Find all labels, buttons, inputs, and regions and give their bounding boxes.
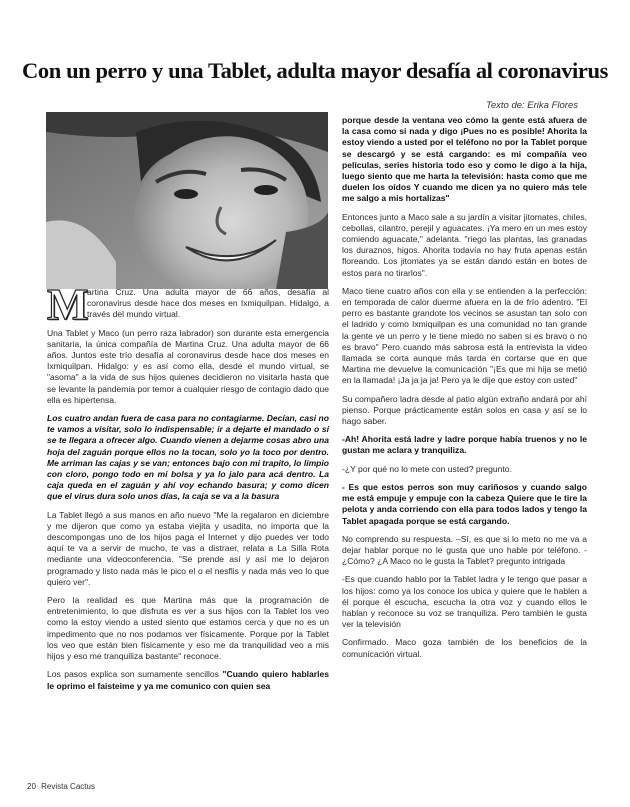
paragraph: Confirmado. Maco goza también de los beneficios de la comunicación virtual. [342,637,587,659]
paragraph: No comprendo su respuesta. –Sí, es que si lo meto no me va a dejar hablar porque no le gusta que uno hable por teléfono. - ¿Cómo? ¿A Maco no le gusta la Tablet? pregunto intrigada [342,533,587,567]
article-photo [46,112,328,289]
quote-paragraph: -Ah! Ahorita está ladre y ladre porque había truenos y no le gustan me aclara y tranquiliza. [342,434,587,456]
paragraph-quote: "Cuando quiero hablarles le oprimo el faisteime y ya me comunico con quien sea [47,669,329,691]
left-column [47,287,329,772]
paragraph: Maco tiene cuatro años con ella y se entienden a la perfección: en temporada de calor duerme afuera en la de frío adentro. "El perro es bastante grandote los vecinos se asustan tan solo con el ladrido y como Ixmiquilpan es una comunidad no tan grande la gente ve un perro y le tiene miedo no saben si es bravo o no es bravo" Pero cuando más sabrosa está la entrevista la video llamada se corta aunque más tarda en cortarse que en que Martina me devuelve la comunicación "¡Es que mi hija se metió en la llamada! ¡Ja ja ja ja! Pero ya le dije que estoy con usted" [342,285,587,386]
portrait-image [46,112,328,289]
page-number: 20 [27,782,36,791]
publication-name: Revista Cactus [41,782,95,791]
paragraph-text: Los pasos explica son sumamente sencillos [47,669,223,680]
paragraph: Una Tablet y Maco (un perro raza labrador) son durante esta emergencia sanitaria, la única compañía de Martina Cruz. Una adulta mayor de 66 años. Juntos este trío desafía al coronavirus desde hace dos meses en Ixmiquilpan. Hidalgo: y es así como ella, desde el mundo virtual, se "asoma" a la vida de sus hijos quienes decidieron no visitarla hasta que se levante la pandemia por temor a cualquier riesgo de contagio dado que ella es hipertensa. [47,327,329,405]
paragraph: Su compañero ladra desde al patio algún extraño andará por ahí pienso. Porque prácticamente están solos en casa y así se lo hago saber. [342,393,587,427]
paragraph [47,669,329,691]
quote-paragraph: - Es que estos perros son muy cariñosos y cuando salgo me está empuje y empuje con la cabeza Quiere que le tire la pelota y anda corriendo con ella para todos lados y tengo la Tablet apagada porque se está cargando. [342,481,587,526]
paragraph: Pero la realidad es que Martina más que la programación de entretenimiento, lo que disfruta es ver a sus hijos con la Tablet los veo como la estoy viendo a usted siento que estamos cerca y que no es un impedimento que no nos podamos ver físicamente. Porque por la Tablet los veo que están bien físicamente y eso me da tranquilidad veo a mis hijos y eso me tranquiliza bastante" reconoce. [47,595,329,662]
quote-paragraph: Los cuatro andan fuera de casa para no contagiarme. Decían, casi no te vamos a visitar, solo lo indispensable; ir a dejarte el mandado o si se te llegara a ofrecer algo. Cuando vienen a dejarme cosas abro una hoja del zaguán porque ellos no la tocan, solo yo la toco por dentro. Me arriman las cajas y se van; entonces bajo con mi trapito, lo limpio con cloro, pongo todo en mi bolsa y ya lo jalo para acá dentro. La caja queda en el zaguán y ahí voy echando basura; y como dicen que el virus dura solo unos días, la caja se va a la basura [47,413,329,502]
right-column [342,115,587,765]
paragraph: La Tablet llegó a sus manos en año nuevo "Me la regalaron en diciembre y me dijeron que como ya estaba viejita y usadita, no importa que la descompongas uno de los hijos paga el Internet y dijo puedes ver todo aquí te va a servir de mucho, te vas a distraer, relata a La Silla Rota mediante una videoconferencia. "Se prende así y así me lo dejaron programado y listo nada más le pico el o el nesflis y nada más veo lo que quiero ver". [47,509,329,587]
article-title: Con un perro y una Tablet, adulta mayor desafía al coronavirus [22,58,608,83]
paragraph: Entonces junto a Maco sale a su jardín a visitar jitomates, chiles, cebollas, cilantro, perejil y aguacates. ¡Ya mero en un mes estoy comiendo aguacate," adelanta. "riego las plantas, las granadas los duraznos, higos. Ahorita todavía no hay fruta apenas están floreando. Los jitomates ya se están dando están en botes de estos para no tirarlos". [342,211,587,278]
intro-paragraph [47,287,329,329]
drop-cap: M [47,287,89,329]
article-author: Texto de: Erika Flores [485,100,578,111]
quote-paragraph: porque desde la ventana veo cómo la gente está afuera de la casa como si nada y digo ¡Pues no es posible! Ahorita la estoy viendo a usted por el teléfono no por la Tablet porque se descargó y se está cargando: es mi compañía veo películas, series historia todo eso y como le digo a la hija, luego siento que me harta la televisión: hasta como que me duelen los oídos Y cuando me dicen ya no quiero más tele me salgo a mis hortalizas" [342,115,587,204]
intro-text: artina Cruz. Una adulta mayor de 66 años, desafía al coronavirus desde hace dos meses en Ixmiquilpan. Hidalgo, a través del mundo virtual. [87,287,329,320]
paragraph: -¿Y por qué no lo mete con usted? pregunto. [342,463,512,474]
paragraph: -Es que cuando hablo por la Tablet ladra y le tengo que pasar a los hijos: como ya los conoce los ubica y quiere que le hablen a él porque él escucha, escucha la otra voz y cuando ellos le hablan y reconoce su voz se tranquiliza. Pero también le gusta ver la televisión [342,574,587,630]
page-footer [27,782,95,791]
